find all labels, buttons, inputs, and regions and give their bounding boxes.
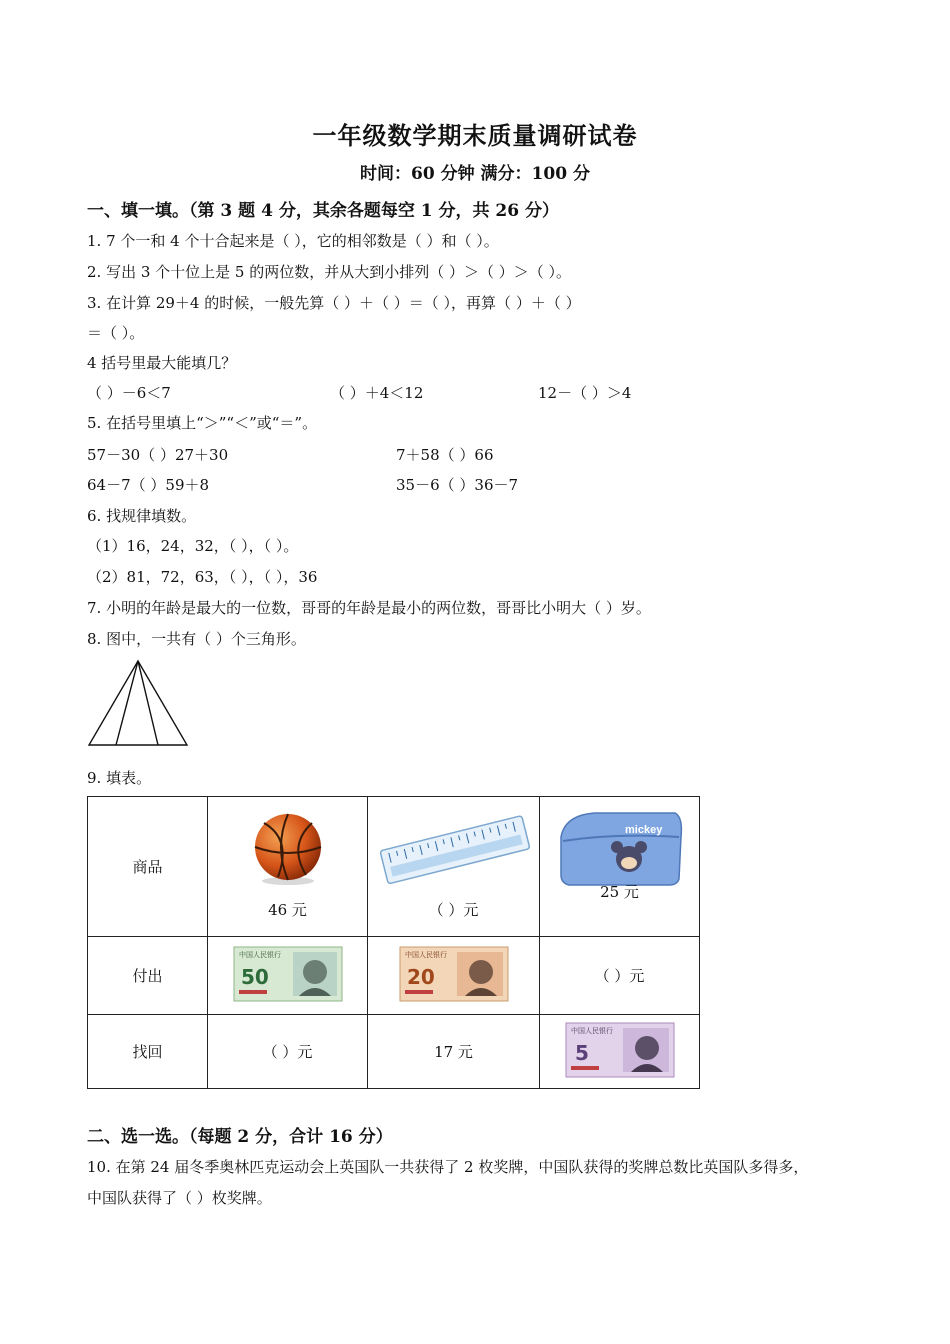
question-3-cont: ＝（ ）。 xyxy=(87,324,145,342)
question-5-item: 57－30（ ）27＋30 xyxy=(87,446,229,464)
paid-blank-cell: （ ）元 xyxy=(540,937,700,1015)
row-label-paid: 付出 xyxy=(88,937,208,1015)
row-label-goods: 商品 xyxy=(88,797,208,937)
section-1-heading: 一、填一填。（第 3 题 4 分，其余各题每空 1 分，共 26 分） xyxy=(87,201,559,221)
question-6-part-1: （1）16，24，32，（ ），（ ）。 xyxy=(87,537,299,555)
question-7: 7. 小明的年龄是最大的一位数，哥哥的年龄是最小的两位数，哥哥比小明大（ ）岁。 xyxy=(87,599,651,617)
change-5-cell xyxy=(540,1015,700,1089)
question-5-item: 7＋58（ ）66 xyxy=(396,446,494,464)
ruler-icon xyxy=(374,807,534,893)
twenty-note-header: 中国人民银行 xyxy=(404,951,447,959)
question-4-item: 12－（ ）＞4 xyxy=(538,384,632,402)
paid-50-cell xyxy=(208,937,368,1015)
pencil-case-cell xyxy=(540,797,700,937)
section-2-heading: 二、选一选。（每题 2 分，合计 16 分） xyxy=(87,1127,393,1147)
question-4: 4 括号里最大能填几？ xyxy=(87,354,237,372)
paid-20-cell xyxy=(368,937,540,1015)
fifty-yuan-note-icon xyxy=(233,946,343,1002)
basketball-price: 46 元 xyxy=(268,901,307,919)
shopping-table xyxy=(87,796,700,1089)
twenty-note-value: 20 xyxy=(406,965,435,989)
page-title: 一年级数学期末质量调研试卷 xyxy=(312,121,638,150)
triangle-figure xyxy=(86,658,190,750)
question-10: 10. 在第 24 届冬季奥林匹克运动会上英国队一共获得了 2 枚奖牌，中国队获得的奖牌总数比英国队多得多， xyxy=(87,1158,809,1176)
change-blank-cell: （ ）元 xyxy=(208,1015,368,1089)
row-label-change: 找回 xyxy=(88,1015,208,1089)
question-5-item: 64－7（ ）59＋8 xyxy=(87,476,210,494)
question-6-part-2: （2）81，72，63，（ ），（ ），36 xyxy=(87,568,318,586)
question-10-cont: 中国队获得了（ ）枚奖牌。 xyxy=(87,1189,272,1207)
five-yuan-note-icon xyxy=(565,1022,675,1078)
question-6: 6. 找规律填数。 xyxy=(87,507,197,525)
question-8: 8. 图中，一共有（ ）个三角形。 xyxy=(87,630,306,648)
five-note-header: 中国人民银行 xyxy=(570,1027,613,1035)
question-5-item: 35－6（ ）36－7 xyxy=(396,476,519,494)
pencil-case-price: 25 元 xyxy=(600,883,639,901)
fifty-note-value: 50 xyxy=(240,965,269,989)
question-2: 2. 写出 3 个十位上是 5 的两位数，并从大到小排列（ ）＞（ ）＞（ ）。 xyxy=(87,263,572,281)
fifty-note-header: 中国人民银行 xyxy=(238,951,281,959)
question-5: 5. 在括号里填上“＞”“＜”或“＝”。 xyxy=(87,414,318,432)
pencil-case-brand: mickey xyxy=(624,824,662,836)
exam-info: 时间：60 分钟 满分：100 分 xyxy=(360,164,590,184)
question-3: 3. 在计算 29＋4 的时候，一般先算（ ）＋（ ）＝（ ），再算（ ）＋（ ） xyxy=(87,294,581,312)
question-9: 9. 填表。 xyxy=(87,769,152,787)
ruler-cell xyxy=(368,797,540,937)
pencil-case-icon xyxy=(555,807,685,887)
question-4-item: （ ）－6＜7 xyxy=(87,384,171,402)
basketball-icon xyxy=(248,809,328,889)
ruler-price: （ ）元 xyxy=(428,901,479,919)
change-17-cell: 17 元 xyxy=(368,1015,540,1089)
five-note-value: 5 xyxy=(574,1041,589,1065)
question-1: 1. 7 个一和 4 个十合起来是（ ），它的相邻数是（ ）和（ ）。 xyxy=(87,232,499,250)
basketball-cell xyxy=(208,797,368,937)
twenty-yuan-note-icon xyxy=(399,946,509,1002)
question-4-item: （ ）＋4＜12 xyxy=(330,384,424,402)
